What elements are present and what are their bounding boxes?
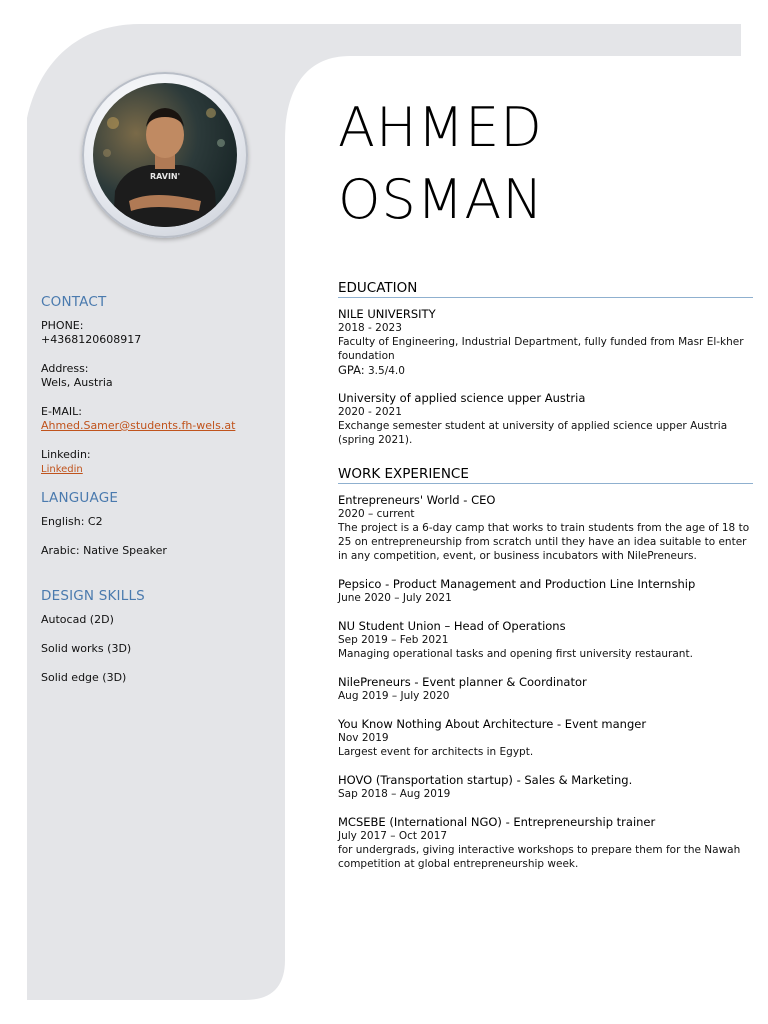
entry-dates: June 2020 – July 2021 bbox=[338, 592, 452, 604]
skills-heading: DESIGN SKILLS bbox=[41, 588, 145, 604]
education-entry bbox=[338, 391, 753, 447]
work-entry bbox=[338, 815, 753, 871]
entry-dates: July 2017 – Oct 2017 bbox=[338, 830, 448, 842]
skills-section bbox=[41, 589, 261, 685]
entry-title: Pepsico - Product Management and Production Line Internship bbox=[338, 577, 696, 591]
language-item: English: C2 bbox=[41, 515, 103, 528]
entry-title: NILE UNIVERSITY bbox=[338, 307, 436, 321]
education-entry bbox=[338, 307, 753, 378]
profile-photo-frame bbox=[82, 72, 248, 238]
last-name: OSMAN bbox=[338, 168, 544, 231]
shirt-text: RAVIN' bbox=[149, 172, 181, 181]
entry-title: NilePreneurs - Event planner & Coordinator bbox=[338, 675, 587, 689]
entry-description: for undergrads, giving interactive workshops to prepare them for the Nawah competition at global entrepreneurship week. bbox=[338, 844, 741, 870]
email-link[interactable]: Ahmed.Samer@students.fh-wels.at bbox=[41, 419, 236, 432]
entry-description: Faculty of Engineering, Industrial Department, fully funded from Masr El-kher foundation bbox=[338, 336, 744, 362]
contact-heading: CONTACT bbox=[41, 294, 107, 310]
work-entry bbox=[338, 717, 753, 759]
gpa-label: GPA: bbox=[338, 363, 365, 377]
entry-dates: 2018 - 2023 bbox=[338, 322, 402, 334]
language-item: Arabic: Native Speaker bbox=[41, 544, 167, 557]
entry-title: University of applied science upper Austria bbox=[338, 391, 586, 405]
entry-dates: Nov 2019 bbox=[338, 732, 389, 744]
address-value: Wels, Austria bbox=[41, 376, 113, 389]
work-section bbox=[338, 467, 753, 871]
linkedin-link[interactable]: Linkedin bbox=[41, 464, 83, 475]
entry-description: Largest event for architects in Egypt. bbox=[338, 746, 534, 758]
contact-section bbox=[41, 295, 261, 477]
phone-value: +4368120608917 bbox=[41, 333, 142, 346]
entry-dates: Sap 2018 – Aug 2019 bbox=[338, 788, 451, 800]
entry-title: Entrepreneurs' World - CEO bbox=[338, 493, 496, 507]
work-entry bbox=[338, 577, 753, 605]
skill-item: Solid works (3D) bbox=[41, 642, 132, 655]
skill-item: Solid edge (3D) bbox=[41, 671, 127, 684]
entry-title: You Know Nothing About Architecture - Event manger bbox=[338, 717, 647, 731]
entry-title: NU Student Union – Head of Operations bbox=[338, 619, 566, 633]
first-name: AHMED bbox=[338, 96, 543, 159]
entry-title: HOVO (Transportation startup) - Sales & Marketing. bbox=[338, 773, 633, 787]
entry-description: Managing operational tasks and opening first university restaurant. bbox=[338, 648, 693, 660]
entry-description: Exchange semester student at university of applied science upper Austria (spring 2021). bbox=[338, 420, 728, 446]
work-entry bbox=[338, 773, 753, 801]
address-label: Address: bbox=[41, 362, 89, 375]
phone-label: PHONE: bbox=[41, 319, 84, 332]
profile-photo bbox=[93, 83, 237, 227]
linkedin-label: Linkedin: bbox=[41, 448, 91, 461]
education-heading: EDUCATION bbox=[338, 281, 753, 298]
work-heading: WORK EXPERIENCE bbox=[338, 467, 753, 484]
work-entry bbox=[338, 619, 753, 661]
entry-dates: Sep 2019 – Feb 2021 bbox=[338, 634, 449, 646]
language-heading: LANGUAGE bbox=[41, 490, 119, 506]
entry-dates: 2020 – current bbox=[338, 508, 415, 520]
language-section bbox=[41, 491, 261, 558]
education-section bbox=[338, 281, 753, 447]
entry-title: MCSEBE (International NGO) - Entrepreneurship trainer bbox=[338, 815, 656, 829]
entry-dates: 2020 - 2021 bbox=[338, 406, 402, 418]
entry-description: The project is a 6-day camp that works to train students from the age of 18 to 25 on entrepreneurship from scratch until they have an idea suitable to enter in any competition, event, or business incubators with NilePreneurs. bbox=[338, 522, 750, 562]
email-label: E-MAIL: bbox=[41, 405, 83, 418]
skill-item: Autocad (2D) bbox=[41, 613, 114, 626]
person-portrait-icon bbox=[93, 83, 237, 227]
work-entry bbox=[338, 675, 753, 703]
work-entry bbox=[338, 493, 753, 563]
full-name bbox=[338, 92, 544, 236]
entry-dates: Aug 2019 – July 2020 bbox=[338, 690, 450, 702]
gpa-value: 3.5/4.0 bbox=[368, 365, 405, 377]
